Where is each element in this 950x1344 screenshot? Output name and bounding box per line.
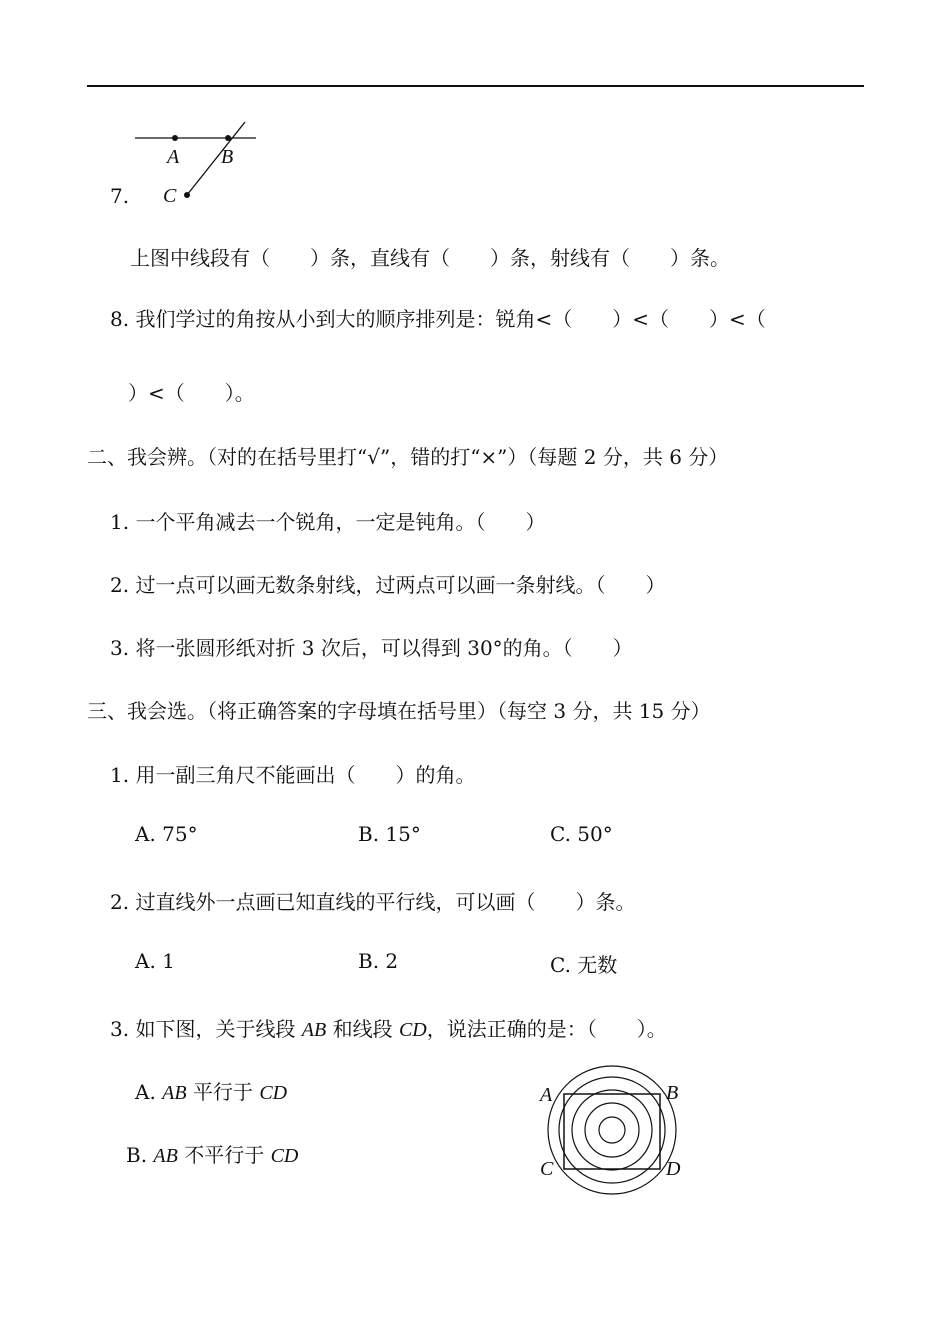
s3-q3-suffix: ，说法正确的是：（ ）。	[426, 1017, 667, 1041]
section2-item-1: 1. 一个平角减去一个锐角，一定是钝角。（ ）	[110, 510, 546, 534]
s3-q3-ab: AB	[301, 1019, 327, 1041]
header-rule	[87, 85, 864, 87]
s3-q2-option-b: B. 2	[358, 949, 399, 973]
fig-label-d: D	[666, 1158, 681, 1180]
fig-label-a: A	[540, 1084, 553, 1106]
s3-q3-option-b	[126, 1139, 298, 1168]
circle-3	[572, 1090, 652, 1170]
point-a	[172, 135, 178, 141]
option-ab: AB	[162, 1082, 187, 1104]
option-letter: B.	[126, 1143, 148, 1167]
circle-5	[599, 1117, 625, 1143]
option-cd: CD	[259, 1082, 288, 1104]
s3-q3-option-a	[135, 1076, 287, 1105]
circle-4	[585, 1103, 639, 1157]
section2-title: 二、我会辨。（对的在括号里打“√”，错的打“×”）（每题 2 分，共 6 分）	[87, 445, 729, 469]
q8-line1: 8. 我们学过的角按从小到大的顺序排列是：锐角<（ ）<（ ）<（	[110, 307, 766, 331]
s3-q3-prefix: 3. 如下图，关于线段	[110, 1017, 302, 1041]
point-b	[225, 135, 231, 141]
label-a: A	[167, 146, 180, 168]
point-c	[184, 192, 190, 198]
concentric-circles-figure	[535, 1065, 695, 1200]
s3-q3-text	[110, 1013, 667, 1042]
s3-q3-mid: 和线段	[326, 1017, 399, 1041]
option-relation: 平行于	[186, 1080, 260, 1104]
option-ab: AB	[153, 1145, 178, 1167]
s3-q1-option-b: B. 15°	[358, 822, 421, 846]
q7-number: 7.	[110, 184, 130, 208]
option-relation: 不平行于	[177, 1143, 271, 1167]
q7-figure	[130, 120, 270, 210]
label-b: B	[221, 146, 234, 168]
section2-item-2: 2. 过一点可以画无数条射线，过两点可以画一条射线。（ ）	[110, 573, 666, 597]
circle-2	[559, 1077, 665, 1183]
section3-title: 三、我会选。（将正确答案的字母填在括号里）（每空 3 分，共 15 分）	[87, 699, 711, 723]
option-cd: CD	[270, 1145, 299, 1167]
fig-label-c: C	[540, 1158, 554, 1180]
label-c: C	[163, 185, 177, 207]
fig-label-b: B	[666, 1082, 679, 1104]
q7-text: 上图中线段有（ ）条，直线有（ ）条，射线有（ ）条。	[130, 246, 730, 270]
circle-1	[548, 1066, 679, 1194]
s3-q1-text: 1. 用一副三角尺不能画出（ ）的角。	[110, 763, 476, 787]
s3-q2-option-a: A. 1	[135, 949, 175, 973]
s3-q1-option-a: A. 75°	[135, 822, 198, 846]
q8-line2: ）<（ ）。	[128, 381, 255, 405]
square-abdc	[564, 1094, 660, 1169]
section2-item-3: 3. 将一张圆形纸对折 3 次后，可以得到 30°的角。（ ）	[110, 636, 633, 660]
s3-q2-option-c: C. 无数	[550, 953, 618, 977]
option-letter: A.	[135, 1080, 156, 1104]
s3-q2-text: 2. 过直线外一点画已知直线的平行线，可以画（ ）条。	[110, 890, 636, 914]
s3-q1-option-c: C. 50°	[550, 822, 613, 846]
ray-cb	[187, 122, 245, 195]
s3-q3-cd: CD	[398, 1019, 427, 1041]
